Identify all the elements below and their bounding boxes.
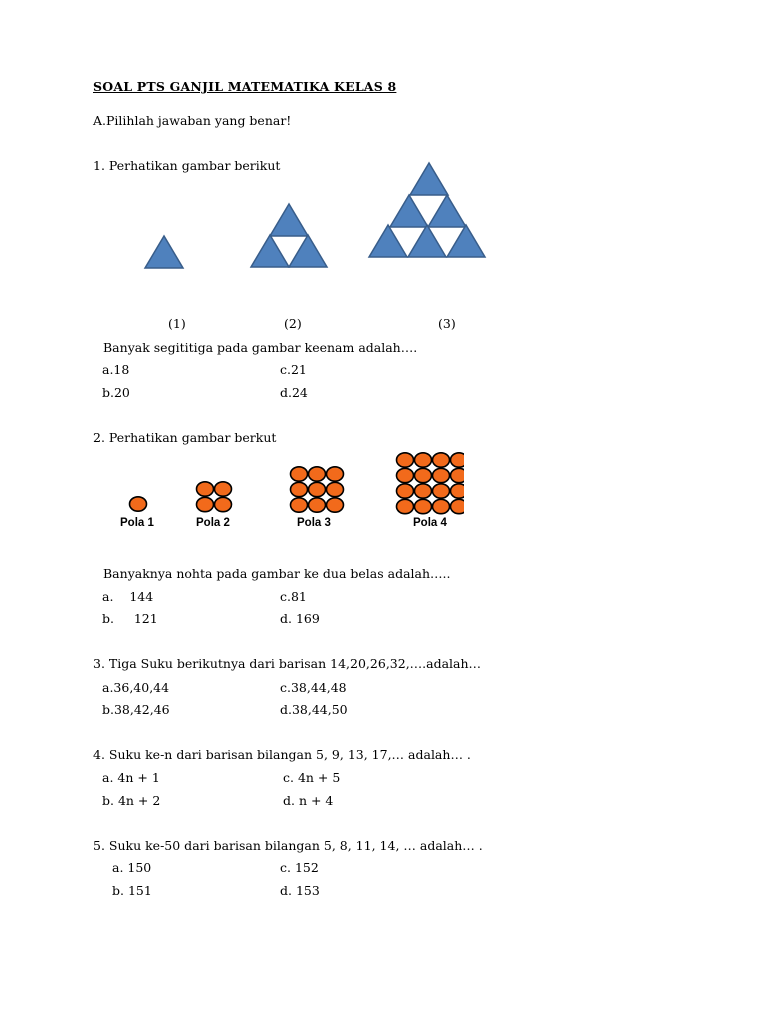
dot-pola-4-2-1 [397,468,414,482]
dot-pola-4-2-3 [433,468,450,482]
q4-question: 4. Suku ke-n dari barisan bilangan 5, 9, 13, 17,… adalah… . [93,747,471,762]
q1-figure-label-1: (1) [168,316,186,331]
dot-pola-4-3-3 [433,484,450,498]
dot-pola-2-1-2 [215,482,232,496]
pola-label-1: Pola 1 [120,517,154,529]
q2-question: Banyaknya nohta pada gambar ke dua belas adalah….. [103,566,451,581]
q5-option-c[interactable]: c. 152 [280,860,319,875]
q1-option-b[interactable]: b.20 [102,385,130,400]
dot-pola-1-1-1 [130,497,147,511]
dot-pola-3-3-1 [291,498,308,512]
dot-pola-4-4-1 [397,499,414,513]
q2-option-d[interactable]: d. 169 [280,611,320,626]
dot-pola-4-1-2 [415,453,432,467]
dot-pola-3-1-2 [309,467,326,481]
dot-patterns [130,440,485,520]
dot-pola-4-3-1 [397,484,414,498]
dot-pola-3-3-3 [327,498,344,512]
q4-option-a[interactable]: a. 4n + 1 [102,770,160,785]
dot-pola-3-1-3 [327,467,344,481]
q2-option-c[interactable]: c.81 [280,589,307,604]
dot-pola-3-2-3 [327,482,344,496]
dot-pola-2-2-1 [197,497,214,511]
dot-pola-3-2-2 [309,482,326,496]
q1-figure-label-3: (3) [438,316,456,331]
q3-option-a[interactable]: a.36,40,44 [102,680,170,695]
q5-option-d[interactable]: d. 153 [280,883,320,898]
dot-pola-2-1-1 [197,482,214,496]
dot-pola-4-4-2 [415,499,432,513]
pola-label-3: Pola 3 [297,517,331,529]
q3-question: 3. Tiga Suku berikutnya dari barisan 14,20,26,32,….adalah… [93,656,482,671]
q3-option-b[interactable]: b.38,42,46 [102,702,170,717]
q5-question: 5. Suku ke-50 dari barisan bilangan 5, 8, 11, 14, … adalah… . [93,838,483,853]
q4-option-c[interactable]: c. 4n + 5 [283,770,341,785]
pola-4-crop-mask [464,440,484,520]
q3-option-c[interactable]: c.38,44,48 [280,680,347,695]
dot-pola-4-1-1 [397,453,414,467]
dot-pola-3-1-1 [291,467,308,481]
section-instruction: A.Pilihlah jawaban yang benar! [93,113,292,128]
dot-pola-4-4-3 [433,499,450,513]
q2-prompt: 2. Perhatikan gambar berkut [93,430,277,445]
q4-option-b[interactable]: b. 4n + 2 [102,793,161,808]
q1-question: Banyak segititiga pada gambar keenam adalah…. [103,340,418,355]
dot-pola-4-2-2 [415,468,432,482]
q5-option-b[interactable]: b. 151 [112,883,152,898]
q5-option-a[interactable]: a. 150 [112,860,152,875]
q1-figure-label-2: (2) [284,316,302,331]
q1-option-c[interactable]: c.21 [280,362,307,377]
q3-option-d[interactable]: d.38,44,50 [280,702,348,717]
dot-pola-3-3-2 [309,498,326,512]
q4-option-d[interactable]: d. n + 4 [283,793,334,808]
pola-label-2: Pola 2 [196,517,230,529]
q2-option-b[interactable]: b. 121 [102,611,158,626]
pola-label-4: Pola 4 [413,517,447,529]
dot-pola-2-2-2 [215,497,232,511]
q1-option-d[interactable]: d.24 [280,385,308,400]
q2-option-a[interactable]: a. 144 [102,589,154,604]
dot-pola-3-2-1 [291,482,308,496]
dot-pola-4-1-3 [433,453,450,467]
dot-pola-4-3-2 [415,484,432,498]
q1-option-a[interactable]: a.18 [102,362,130,377]
q1-prompt: 1. Perhatikan gambar berikut [93,158,281,173]
page-title: SOAL PTS GANJIL MATEMATIKA KELAS 8 [93,79,397,94]
